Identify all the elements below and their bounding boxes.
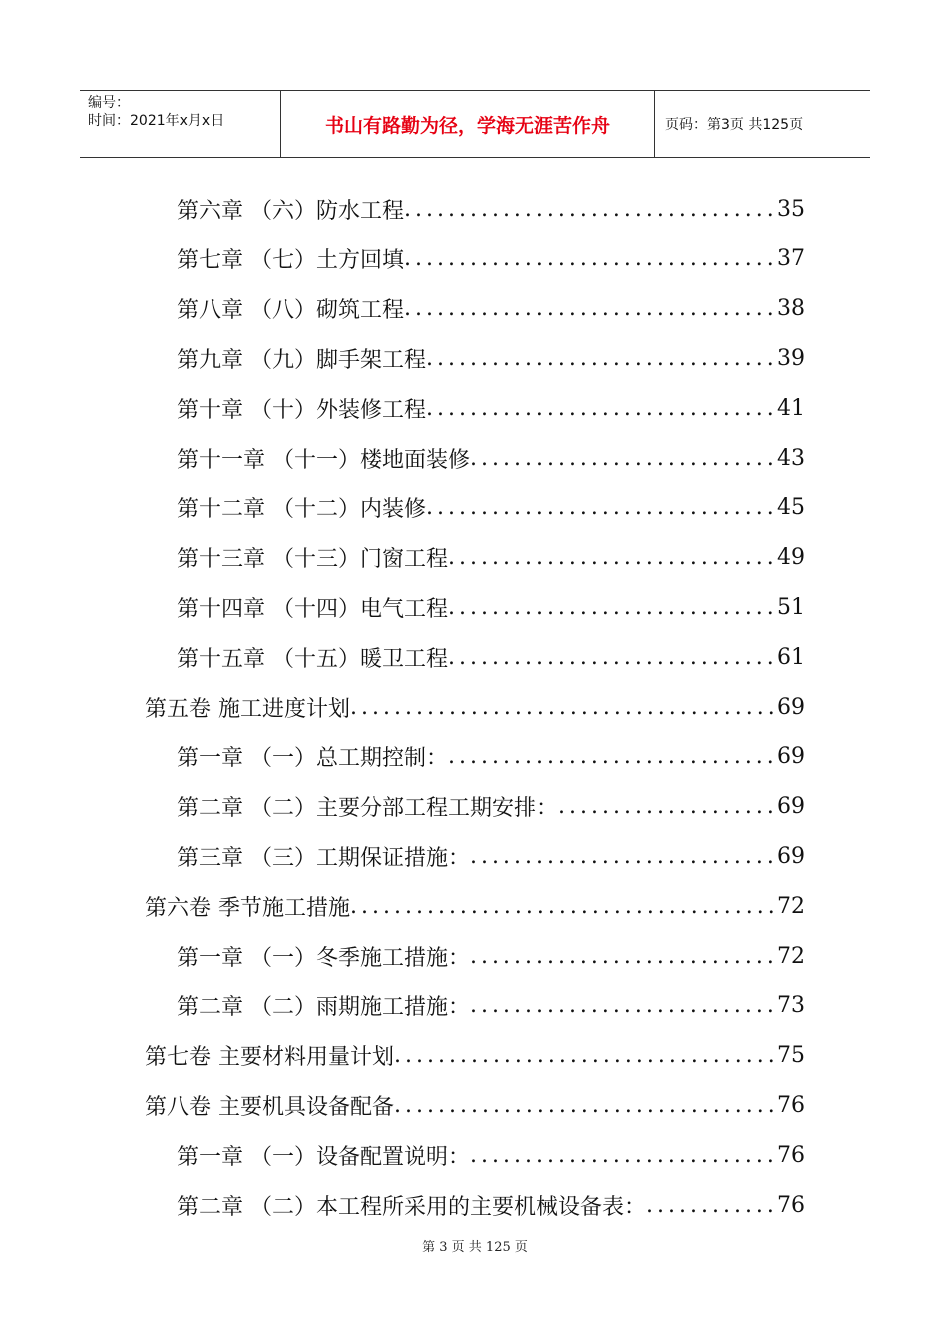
toc-entry[interactable] (177, 931, 805, 981)
toc-leader-dots (350, 894, 773, 919)
toc-entry[interactable] (177, 582, 805, 632)
toc-leader-dots (448, 744, 773, 769)
toc-entry[interactable] (177, 1130, 805, 1180)
toc-entry-title: 第十章 （十）外装修工程 (177, 397, 426, 423)
toc-entry-page: 51 (777, 594, 805, 620)
number-label: 编号： (88, 95, 130, 111)
toc-entry-title: 第七卷 主要材料用量计划 (145, 1045, 394, 1071)
toc-entry-title: 第十一章 （十一）楼地面装修 (177, 447, 470, 473)
toc-entry-title: 第二章 （二）本工程所采用的主要机械设备表： (177, 1194, 646, 1220)
toc-entry-title: 第六章 （六）防水工程 (177, 198, 404, 224)
toc-entry-page: 69 (777, 694, 805, 720)
time-label: 时间：2021年x月x日 (88, 113, 225, 129)
toc-entry-title: 第十二章 （十二）内装修 (177, 497, 426, 523)
toc-entry[interactable] (177, 234, 805, 284)
toc-leader-dots (470, 446, 773, 471)
toc-entry-page: 73 (777, 993, 805, 1019)
toc-entry[interactable] (177, 284, 805, 334)
toc-leader-dots (426, 396, 773, 421)
toc-entry-page: 69 (777, 794, 805, 820)
toc-leader-dots (470, 1143, 773, 1168)
toc-leader-dots (448, 645, 773, 670)
toc-entry-page: 38 (777, 296, 805, 322)
toc-leader-dots (394, 1043, 773, 1068)
toc-entry[interactable] (177, 483, 805, 533)
toc-entry[interactable] (177, 184, 805, 234)
toc-entry-page: 72 (777, 943, 805, 969)
toc-entry[interactable] (145, 1031, 805, 1081)
toc-leader-dots (558, 794, 773, 819)
toc-entry-title: 第二章 （二）雨期施工措施： (177, 995, 470, 1021)
toc-leader-dots (448, 595, 773, 620)
toc-entry-page: 35 (777, 196, 805, 222)
toc-entry[interactable] (177, 333, 805, 383)
toc-leader-dots (404, 197, 773, 222)
toc-entry-page: 37 (777, 246, 805, 272)
toc-entry-page: 76 (777, 1092, 805, 1118)
toc-entry-title: 第五卷 施工进度计划 (145, 696, 350, 722)
toc-entry-title: 第八卷 主要机具设备配备 (145, 1094, 394, 1120)
toc-entry[interactable] (177, 533, 805, 583)
toc-leader-dots (394, 1093, 773, 1118)
toc-leader-dots (404, 296, 773, 321)
toc-entry-page: 41 (777, 395, 805, 421)
page-header (80, 90, 870, 158)
toc-leader-dots (350, 695, 773, 720)
header-page-info: 页码：第3页 共125页 (665, 117, 804, 133)
toc-entry-page: 75 (777, 1043, 805, 1069)
toc-leader-dots (404, 246, 773, 271)
toc-leader-dots (426, 346, 773, 371)
toc-entry-title: 第十四章 （十四）电气工程 (177, 596, 448, 622)
toc-entry-title: 第三章 （三）工期保证措施： (177, 845, 470, 871)
toc-entry[interactable] (177, 383, 805, 433)
header-meta (80, 91, 281, 157)
toc-entry[interactable] (177, 1180, 805, 1230)
toc-leader-dots (426, 495, 773, 520)
toc-entry-title: 第一章 （一）总工期控制： (177, 746, 448, 772)
toc-leader-dots (470, 844, 773, 869)
toc-entry-page: 49 (777, 545, 805, 571)
page-footer: 第 3 页 共 125 页 (422, 1240, 528, 1255)
toc-entry-page: 69 (777, 843, 805, 869)
toc-entry-page: 72 (777, 893, 805, 919)
toc-entry-page: 69 (777, 744, 805, 770)
toc-leader-dots (470, 993, 773, 1018)
toc-entry-title: 第一章 （一）设备配置说明： (177, 1144, 470, 1170)
toc-leader-dots (470, 944, 773, 969)
toc-entry-page: 76 (777, 1142, 805, 1168)
toc-entry[interactable] (145, 682, 805, 732)
header-motto: 书山有路勤为径，学海无涯苦作舟 (281, 91, 655, 157)
toc-entry-page: 76 (777, 1192, 805, 1218)
toc-entry-page: 39 (777, 345, 805, 371)
toc-entry[interactable] (177, 632, 805, 682)
toc-entry-page: 43 (777, 445, 805, 471)
toc-entry[interactable] (177, 433, 805, 483)
toc-entry-title: 第一章 （一）冬季施工措施： (177, 945, 470, 971)
toc-entry[interactable] (145, 881, 805, 931)
toc-entry-title: 第二章 （二）主要分部工程工期安排： (177, 796, 558, 822)
toc-entry-title: 第九章 （九）脚手架工程 (177, 347, 426, 373)
toc-entry[interactable] (177, 981, 805, 1031)
toc-leader-dots (448, 545, 773, 570)
toc-entry-title: 第六卷 季节施工措施 (145, 895, 350, 921)
toc-entry[interactable] (177, 831, 805, 881)
toc-entry-page: 61 (777, 644, 805, 670)
toc-entry[interactable] (145, 1080, 805, 1130)
toc-entry-title: 第八章 （八）砌筑工程 (177, 298, 404, 324)
toc-leader-dots (646, 1193, 773, 1218)
toc-entry-page: 45 (777, 495, 805, 521)
toc-entry[interactable] (177, 782, 805, 832)
toc-entry[interactable] (177, 732, 805, 782)
toc-entry-title: 第七章 （七）土方回填 (177, 248, 404, 274)
toc-entry-title: 第十五章 （十五）暖卫工程 (177, 646, 448, 672)
toc-entry-title: 第十三章 （十三）门窗工程 (177, 547, 448, 573)
